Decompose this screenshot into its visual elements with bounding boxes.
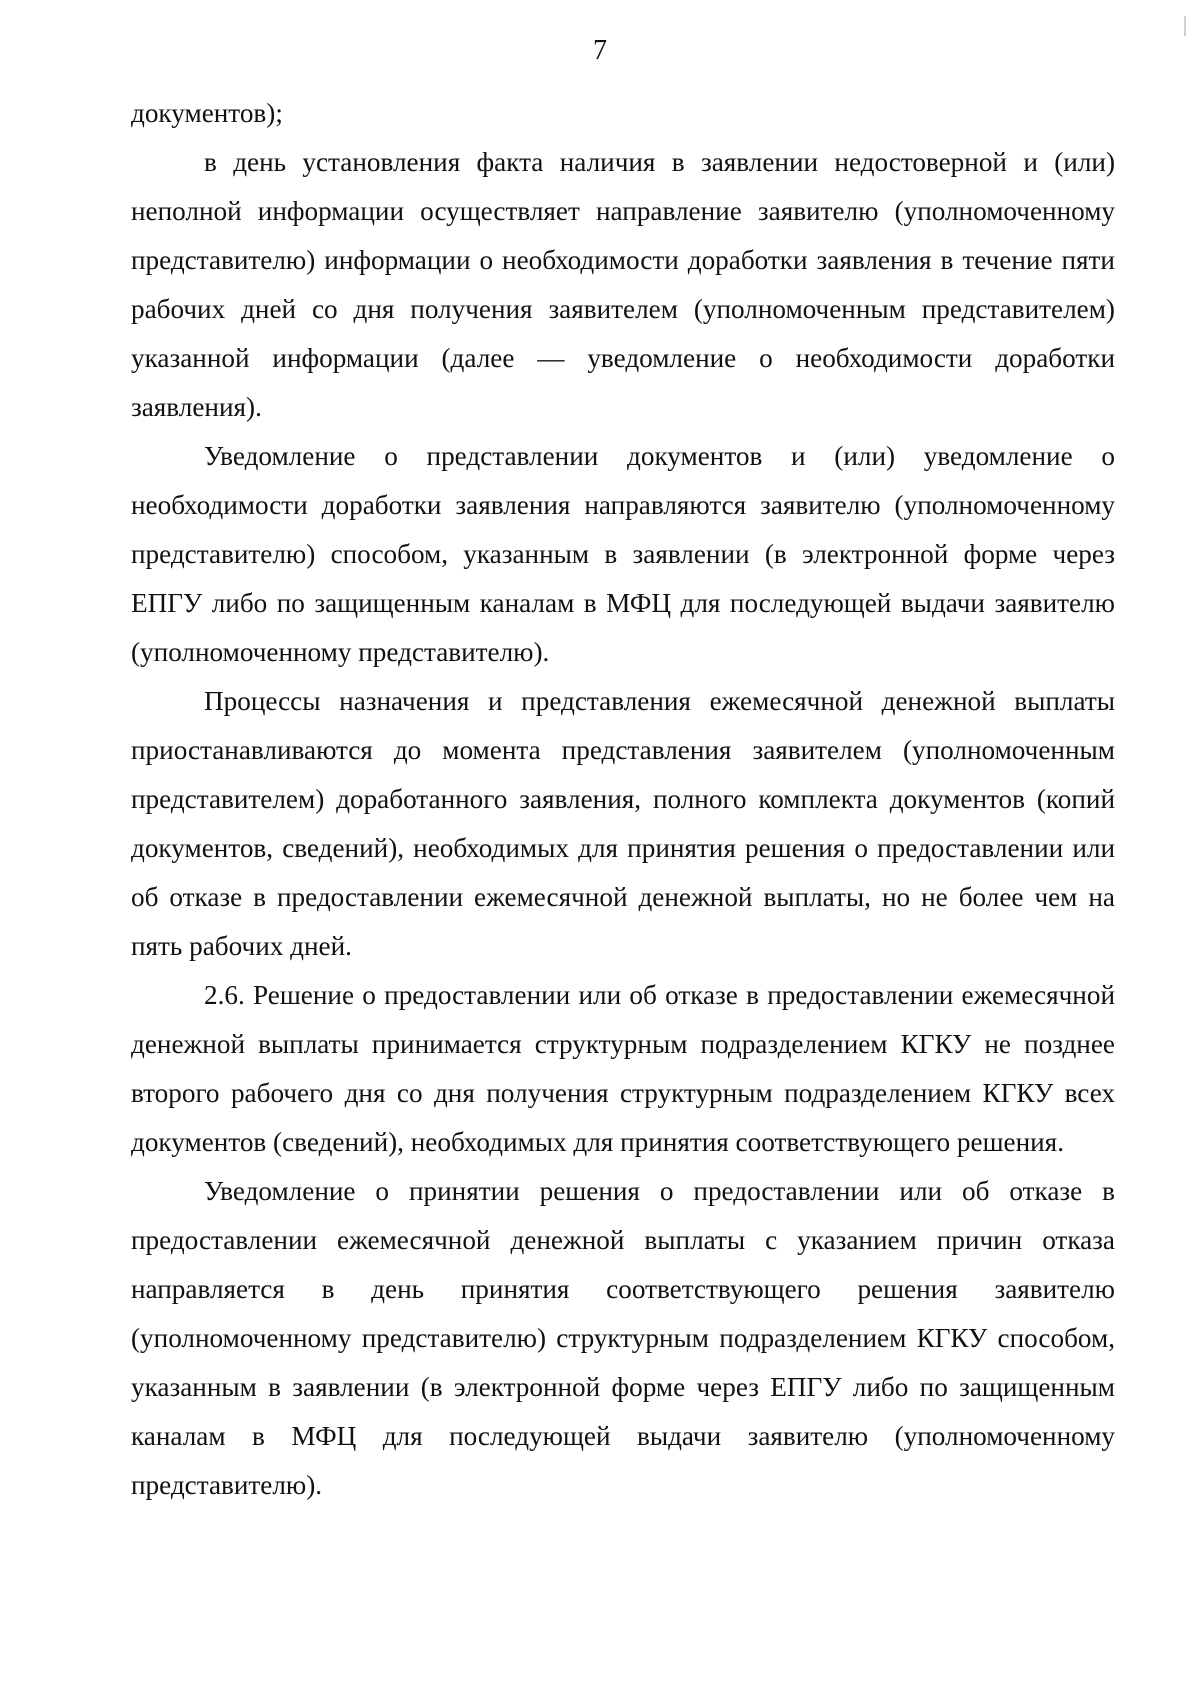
paragraph-continuation: документов); <box>131 98 283 128</box>
paragraph-section-2-6-decision: 2.6. Решение о предоставлении или об отказе в предоставлении ежемесячной денежной выплаты принимается структурным подразделением КГКУ не позднее второго рабочего дня со дня получения структурным подразделением КГКУ всех документов (сведений), необходимых для принятия соответствующего решения. <box>131 980 1115 1157</box>
paragraph-notification-delivery: Уведомление о представлении документов и (или) уведомление о необходимости доработки заявления направляются заявителю (уполномоченному представителю) способом, указанным в заявлении (в электронной форме через ЕПГУ либо по защищенным каналам в МФЦ для последующей выдачи заявителю (уполномоченному представителю). <box>131 441 1115 667</box>
paragraph-decision-notification: Уведомление о принятии решения о предоставлении или об отказе в предоставлении ежемесячной денежной выплаты с указанием причин отказа направляется в день принятия соответствующего решения заявителю (уполномоченному представителю) структурным подразделением КГКУ способом, указанным в заявлении (в электронной форме через ЕПГУ либо по защищенным каналам в МФЦ для последующей выдачи заявителю (уполномоченному представителю). <box>131 1176 1115 1500</box>
paragraph-incomplete-info-notice: в день установления факта наличия в заявлении недостоверной и (или) неполной информации осуществляет направление заявителю (уполномоченному представителю) информации о необходимости доработки заявления в течение пяти рабочих дней со дня получения заявителем (уполномоченным представителем) указанной информации (далее — уведомление о необходимости доработки заявления). <box>131 147 1115 422</box>
scan-artifact <box>1184 16 1186 36</box>
page-number: 7 <box>593 35 607 66</box>
paragraph-process-suspension: Процессы назначения и представления ежемесячной денежной выплаты приостанавливаются до момента представления заявителем (уполномоченным представителем) доработанного заявления, полного комплекта документов (копий документов, сведений), необходимых для принятия решения о предоставлении или об отказе в предоставлении ежемесячной денежной выплаты, но не более чем на пять рабочих дней. <box>131 686 1115 961</box>
document-body <box>131 89 1115 1510</box>
